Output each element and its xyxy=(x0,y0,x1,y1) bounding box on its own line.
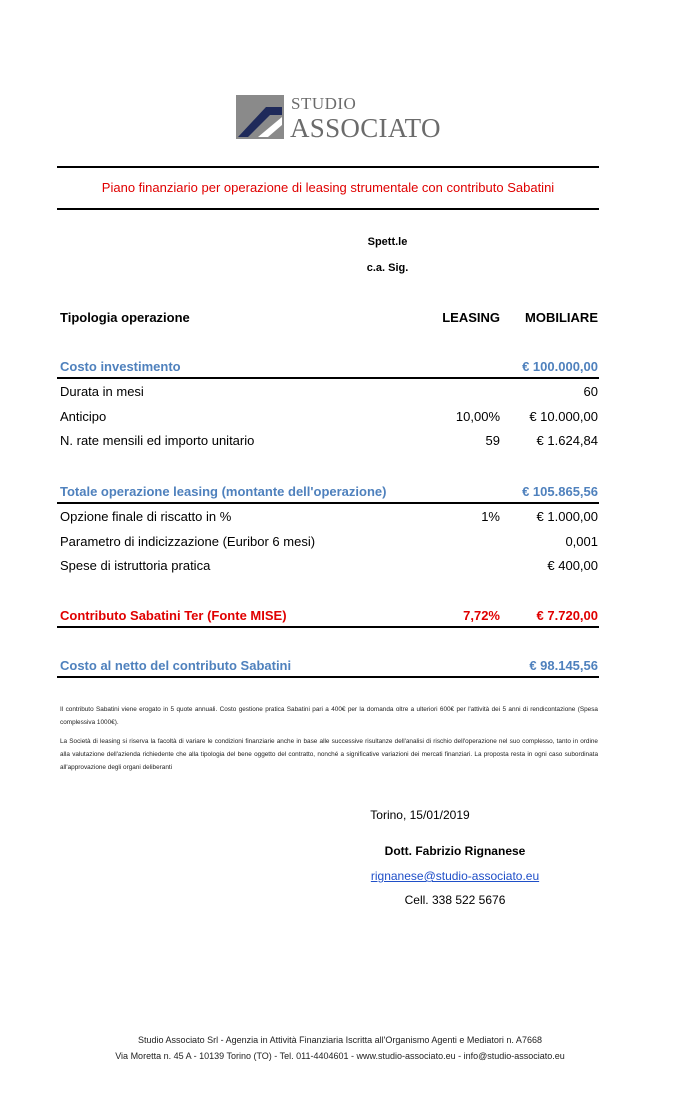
row-durata xyxy=(60,384,598,404)
row-parametro xyxy=(60,534,598,554)
recipient-spett: Spett.le xyxy=(367,236,408,248)
row-label: Durata in mesi xyxy=(60,384,144,399)
section-divider xyxy=(57,626,599,628)
row-value: € 400,00 xyxy=(547,558,598,573)
row-value: € 7.720,00 xyxy=(536,608,598,623)
row-label: Contributo Sabatini Ter (Fonte MISE) xyxy=(60,608,287,623)
row-count: 59 xyxy=(485,433,500,448)
place-date: Torino, 15/01/2019 xyxy=(370,808,470,822)
row-totale-operazione xyxy=(60,484,598,504)
section-divider xyxy=(57,377,599,379)
row-label: Costo investimento xyxy=(60,359,181,374)
row-label: N. rate mensili ed importo unitario xyxy=(60,433,255,448)
document-title: Piano finanziario per operazione di leasing strumentale con contributo Sabatini xyxy=(101,180,555,195)
logo-text-associato: ASSOCIATO xyxy=(290,113,441,143)
row-rate xyxy=(60,433,598,453)
signer-email-link[interactable]: rignanese@studio-associato.eu xyxy=(370,869,540,883)
note-riserva: La Società di leasing si riserva la facoltà di variare le condizioni finanziarie anche in base alle successive risultanze dell'analisi di rischio dell'operazione nel suo complesso, tanto in ordine alla valutazione dell'azienda richiedente che alla tipologia del bene oggetto del contratto, nonché a significative variazioni dei mercati finanziari. La proposta resta in ogni caso subordinata all'approvazione degli organi deliberanti xyxy=(60,738,598,771)
row-spese xyxy=(60,558,598,578)
title-top-rule xyxy=(57,166,599,168)
row-value: € 1.624,84 xyxy=(536,433,598,448)
note-contributo: Il contributo Sabatini viene erogato in 5 quote annuali. Costo gestione pratica Sabatini pari a 400€ per la domanda oltre a ulteriori 600€ per l'attività dei 5 anni di rendicontazione (Spesa complessiva 1000€). xyxy=(60,706,598,726)
row-label: Parametro di indicizzazione (Euribor 6 mesi) xyxy=(60,534,316,549)
row-costo-netto xyxy=(60,658,598,678)
row-label: Opzione finale di riscatto in % xyxy=(60,509,232,524)
row-percent: 10,00% xyxy=(455,409,500,424)
row-value: € 105.865,56 xyxy=(522,484,598,499)
row-costo-investimento xyxy=(60,359,598,379)
row-contributo-sabatini xyxy=(60,608,598,628)
logo-mark-icon xyxy=(236,95,284,139)
row-value: 60 xyxy=(583,384,598,399)
footer-line-1: Studio Associato Srl - Agenzia in Attività Finanziaria Iscritta all'Organismo Agenti e Mediatori n. A7668 xyxy=(138,1035,542,1045)
header-label: Tipologia operazione xyxy=(60,310,190,325)
recipient-ca: c.a. Sig. xyxy=(366,262,409,274)
row-percent: 1% xyxy=(481,509,500,524)
signer-name: Dott. Fabrizio Rignanese xyxy=(384,844,526,858)
section-divider xyxy=(57,502,599,504)
row-label: Spese di istruttoria pratica xyxy=(60,558,211,573)
row-value: € 10.000,00 xyxy=(529,409,598,424)
section-divider xyxy=(57,676,599,678)
row-value: 0,001 xyxy=(565,534,598,549)
row-label: Costo al netto del contributo Sabatini xyxy=(60,658,292,673)
header-col-mobiliare: MOBILIARE xyxy=(525,310,598,325)
row-label: Anticipo xyxy=(60,409,107,424)
logo xyxy=(236,95,284,139)
row-percent: 7,72% xyxy=(463,608,500,623)
header-col-leasing: LEASING xyxy=(442,310,500,325)
footer-line-2: Via Moretta n. 45 A - 10139 Torino (TO) - Tel. 011-4404601 - www.studio-associato.eu - info@studio-associato.eu xyxy=(115,1051,565,1061)
row-opzione-riscatto xyxy=(60,509,598,529)
row-anticipo xyxy=(60,409,598,429)
row-label: Totale operazione leasing (montante dell'operazione) xyxy=(60,484,387,499)
title-bottom-rule xyxy=(57,208,599,210)
signer-phone: Cell. 338 522 5676 xyxy=(404,893,506,907)
logo-text-studio: STUDIO xyxy=(291,94,357,113)
table-header xyxy=(60,310,598,330)
row-value: € 1.000,00 xyxy=(536,509,598,524)
row-value: € 98.145,56 xyxy=(529,658,598,673)
row-value: € 100.000,00 xyxy=(522,359,598,374)
